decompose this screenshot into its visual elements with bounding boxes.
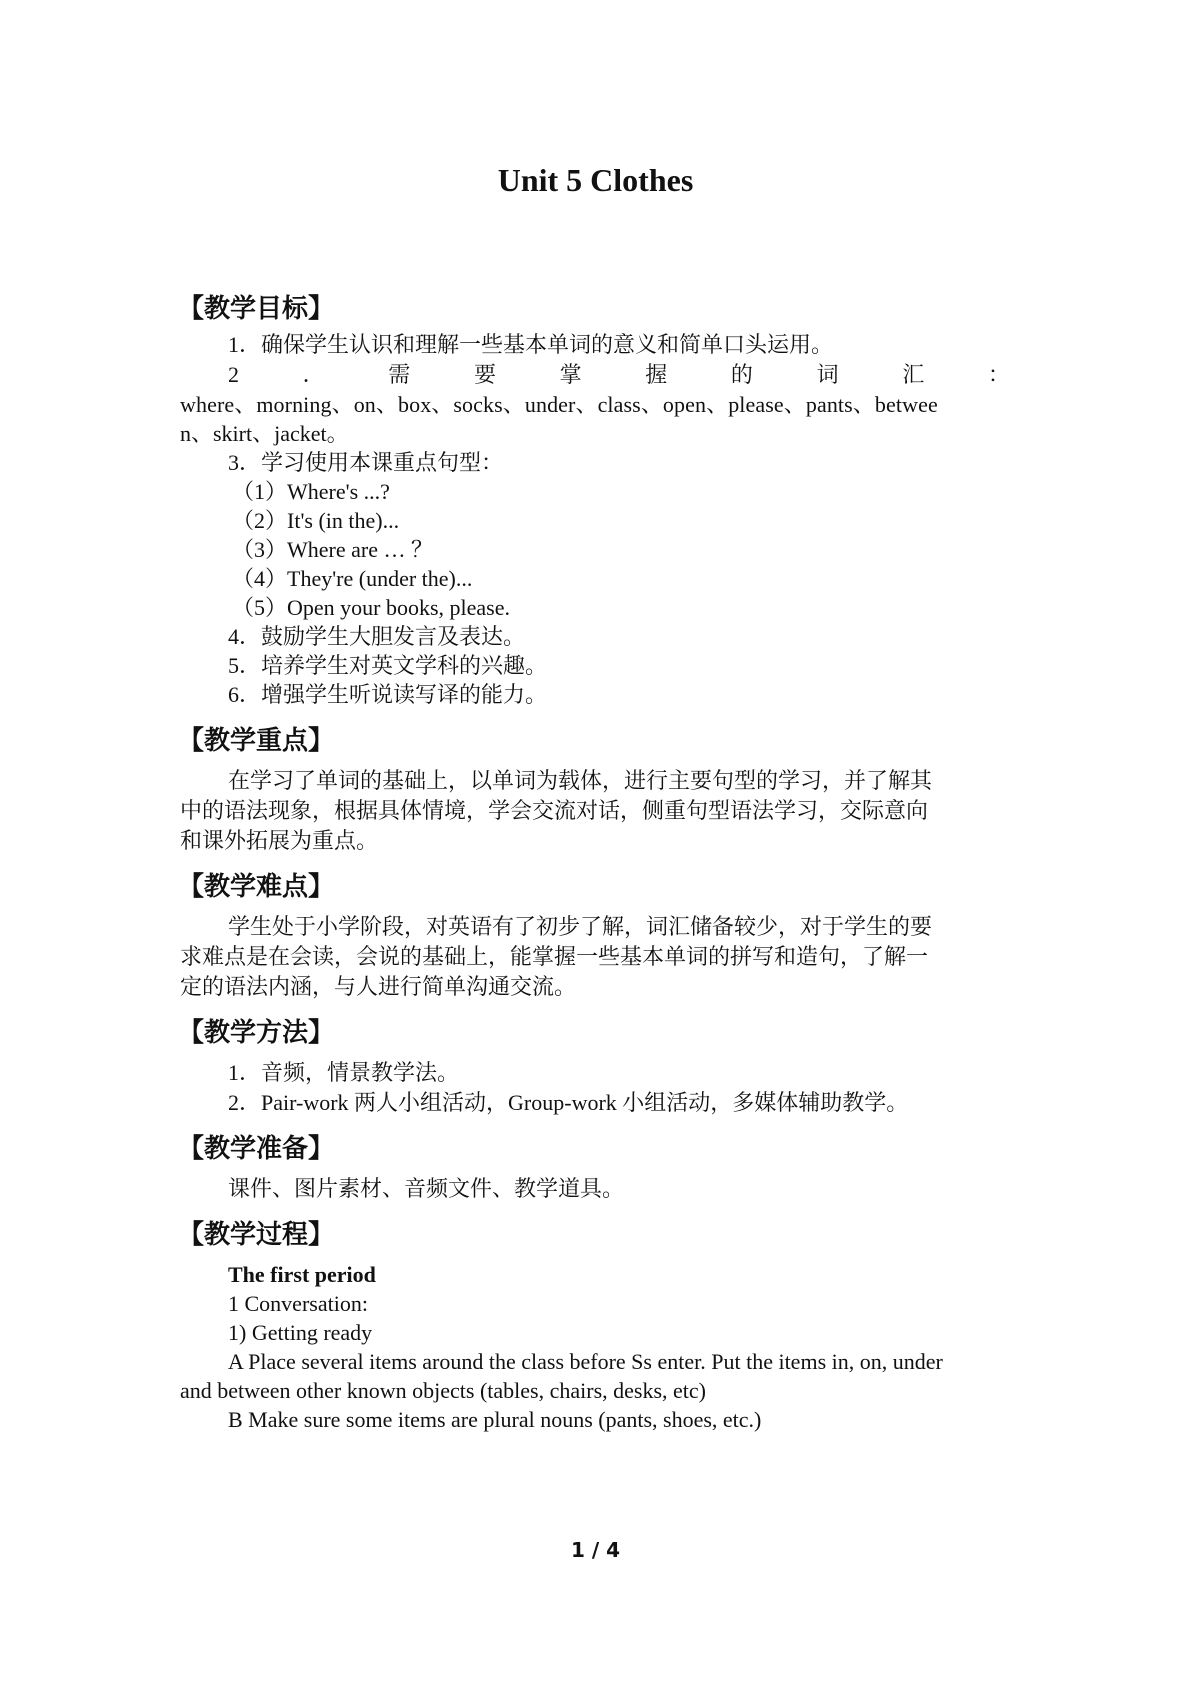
difficulties-line-2: 求难点是在会读，会说的基础上，能掌握一些基本单词的拼写和造句，了解一: [180, 944, 929, 969]
goal-item-5: 5．培养学生对英文学科的兴趣。: [228, 653, 548, 678]
goal-item-2-token: 2: [228, 362, 239, 387]
section-heading-key-points: 【教学重点】: [178, 726, 335, 756]
goal-item-4: 4．鼓励学生大胆发言及表达。: [228, 624, 526, 649]
goal-item-2-token: 掌: [559, 362, 582, 387]
page-number: 1 / 4: [570, 1538, 621, 1562]
difficulties-line-1: 学生处于小学阶段，对英语有了初步了解，词汇储备较少，对于学生的要: [228, 914, 933, 939]
goal-item-1: 1．确保学生认识和理解一些基本单词的意义和简单口头运用。: [228, 332, 834, 357]
key-points-line-1: 在学习了单词的基础上，以单词为载体，进行主要句型的学习，并了解其: [228, 768, 933, 793]
pattern-1: （1）Where's ...?: [232, 479, 390, 504]
getting-ready-label: 1) Getting ready: [228, 1320, 373, 1345]
key-points-line-2: 中的语法现象，根据具体情境，学会交流对话，侧重句型语法学习，交际意向: [180, 798, 929, 823]
section-heading-goals: 【教学目标】: [178, 294, 335, 324]
section-heading-preparation: 【教学准备】: [178, 1134, 335, 1164]
goal-item-2-token: 汇: [902, 362, 925, 387]
pattern-5: （5）Open your books, please.: [232, 595, 511, 620]
pattern-4: （4）They're (under the)...: [232, 566, 473, 591]
section-heading-difficulties: 【教学难点】: [178, 872, 335, 902]
page-title: Unit 5 Clothes: [497, 162, 694, 198]
goal-item-2-token: 要: [473, 362, 496, 387]
section-heading-methods: 【教学方法】: [178, 1018, 335, 1048]
step-a-line-1: A Place several items around the class before Ss enter. Put the items in, on, under: [228, 1349, 943, 1374]
conversation-label: 1 Conversation:: [228, 1291, 368, 1316]
goal-item-2-vocab: where、morning、on、box、socks、under、class、open、please、pants、betwee: [180, 392, 938, 417]
step-b: B Make sure some items are plural nouns (pants, shoes, etc.): [228, 1407, 762, 1432]
key-points-line-3: 和课外拓展为重点。: [180, 828, 379, 853]
goal-item-2-token: 词: [816, 362, 839, 387]
period-title: The first period: [228, 1262, 376, 1287]
goal-item-2-token: 需: [388, 362, 411, 387]
goal-item-2-token: ：: [987, 362, 1010, 387]
goal-item-6: 6．增强学生听说读写译的能力。: [228, 682, 548, 707]
goal-item-2-token: 握: [645, 362, 668, 387]
methods-item-2: 2．Pair-work 两人小组活动，Group-work 小组活动，多媒体辅助教学。: [228, 1090, 909, 1115]
goal-item-3: 3．学习使用本课重点句型：: [228, 450, 504, 475]
goal-item-2-vocab-end: n、skirt、jacket。: [180, 421, 349, 446]
goal-item-2-token: ．: [302, 362, 325, 387]
goal-item-2-justified: [228, 360, 1010, 390]
methods-item-1: 1．音频，情景教学法。: [228, 1060, 460, 1085]
step-a-line-2: and between other known objects (tables, chairs, desks, etc): [180, 1378, 706, 1403]
difficulties-line-3: 定的语法内涵，与人进行简单沟通交流。: [180, 974, 577, 999]
section-heading-process: 【教学过程】: [178, 1220, 335, 1250]
preparation-text: 课件、图片素材、音频文件、教学道具。: [228, 1176, 625, 1201]
goal-item-2-token: 的: [730, 362, 753, 387]
pattern-2: （2）It's (in the)...: [232, 508, 400, 533]
pattern-3: （3）Where are … ？: [232, 537, 433, 562]
